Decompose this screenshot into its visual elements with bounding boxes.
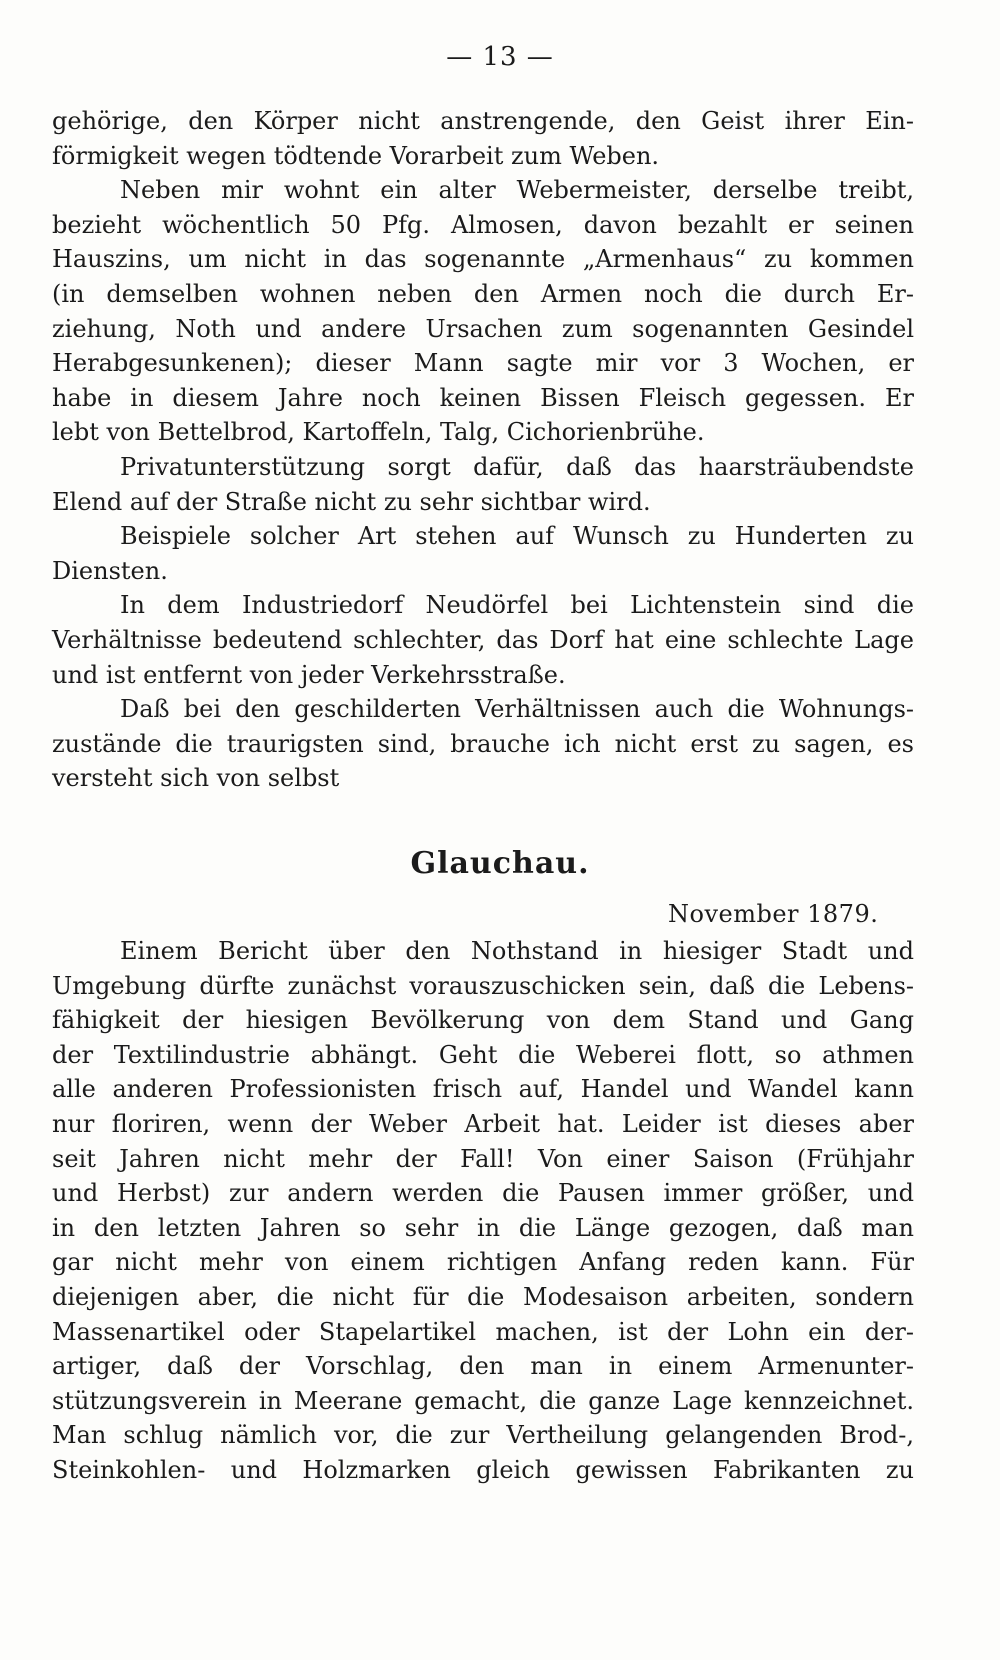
- text-line: artiger, daß der Vorschlag, den man in einem Armenunter-: [52, 1352, 914, 1381]
- text-line: Hauszins, um nicht in das sogenannte „Armenhaus“ zu kommen: [52, 245, 914, 274]
- text-line: Herabgesunkenen); dieser Mann sagte mir vor 3 Wochen, er: [52, 349, 914, 378]
- text-line: (in demselben wohnen neben den Armen noch die durch Er-: [52, 279, 914, 308]
- text-line: Einem Bericht über den Nothstand in hiesiger Stadt und: [120, 937, 914, 965]
- text-line: Verhältnisse bedeutend schlechter, das Dorf hat eine schlechte Lage: [52, 625, 914, 654]
- text-line: in den letzten Jahren so sehr in die Länge gezogen, daß man: [52, 1213, 914, 1242]
- text-line: fähigkeit der hiesigen Bevölkerung von dem Stand und Gang: [52, 1006, 914, 1035]
- text-line: Elend auf der Straße nicht zu sehr sichtbar wird.: [52, 487, 651, 516]
- text-line: förmigkeit wegen tödtende Vorarbeit zum Weben.: [52, 141, 660, 170]
- section-1-text: [52, 104, 914, 796]
- text-line: ziehung, Noth und andere Ursachen zum sogenannten Gesindel: [52, 314, 914, 343]
- text-line: Man schlug nämlich vor, die zur Vertheilung gelangenden Brod-,: [52, 1421, 914, 1450]
- text-line: Neben mir wohnt ein alter Webermeister, derselbe treibt,: [120, 176, 914, 205]
- section-2-text: [52, 934, 914, 1488]
- text-line: Beispiele solcher Art stehen auf Wunsch zu Hunderten zu: [120, 522, 914, 551]
- text-line: seit Jahren nicht mehr der Fall! Von einer Saison (Frühjahr: [52, 1144, 914, 1173]
- text-line: Daß bei den geschilderten Verhältnissen auch die Wohnungs-: [120, 695, 914, 724]
- text-line: In dem Industriedorf Neudörfel bei Lichtenstein sind die: [120, 591, 914, 620]
- text-line: zustände die traurigsten sind, brauche ich nicht erst zu sagen, es: [52, 729, 914, 758]
- text-line: Steinkohlen- und Holzmarken gleich gewissen Fabrikanten zu: [52, 1455, 914, 1484]
- text-line: Privatunterstützung sorgt dafür, daß das haarsträubendste: [120, 452, 914, 481]
- dateline: November 1879.: [668, 900, 879, 928]
- text-line: habe in diesem Jahre noch keinen Bissen Fleisch gegessen. Er: [52, 383, 914, 412]
- text-line: nur floriren, wenn der Weber Arbeit hat. Leider ist dieses aber: [52, 1109, 914, 1138]
- text-line: alle anderen Professionisten frisch auf, Handel und Wandel kann: [52, 1075, 914, 1104]
- page-number: — 13 —: [446, 42, 554, 72]
- text-line: versteht sich von selbst: [52, 764, 340, 793]
- text-line: gar nicht mehr von einem richtigen Anfang reden kann. Für: [52, 1248, 914, 1277]
- text-line: bezieht wöchentlich 50 Pfg. Almosen, davon bezahlt er seinen: [52, 210, 914, 239]
- text-line: Massenartikel oder Stapelartikel machen, ist der Lohn ein der-: [52, 1317, 914, 1346]
- text-line: Umgebung dürfte zunächst vorauszuschicken sein, daß die Lebens-: [52, 971, 914, 1000]
- text-line: lebt von Bettelbrod, Kartoffeln, Talg, Cichorienbrühe.: [52, 418, 705, 447]
- section-heading: Glauchau.: [410, 846, 590, 881]
- text-line: und ist entfernt von jeder Verkehrsstraße.: [52, 660, 566, 689]
- text-line: diejenigen aber, die nicht für die Modesaison arbeiten, sondern: [52, 1282, 914, 1311]
- text-line: Diensten.: [52, 556, 168, 585]
- text-line: der Textilindustrie abhängt. Geht die Weberei flott, so athmen: [52, 1040, 914, 1069]
- text-line: stützungsverein in Meerane gemacht, die ganze Lage kennzeichnet.: [52, 1386, 914, 1415]
- text-line: gehörige, den Körper nicht anstrengende, den Geist ihrer Ein-: [52, 107, 914, 135]
- text-line: und Herbst) zur andern werden die Pausen immer größer, und: [52, 1179, 914, 1208]
